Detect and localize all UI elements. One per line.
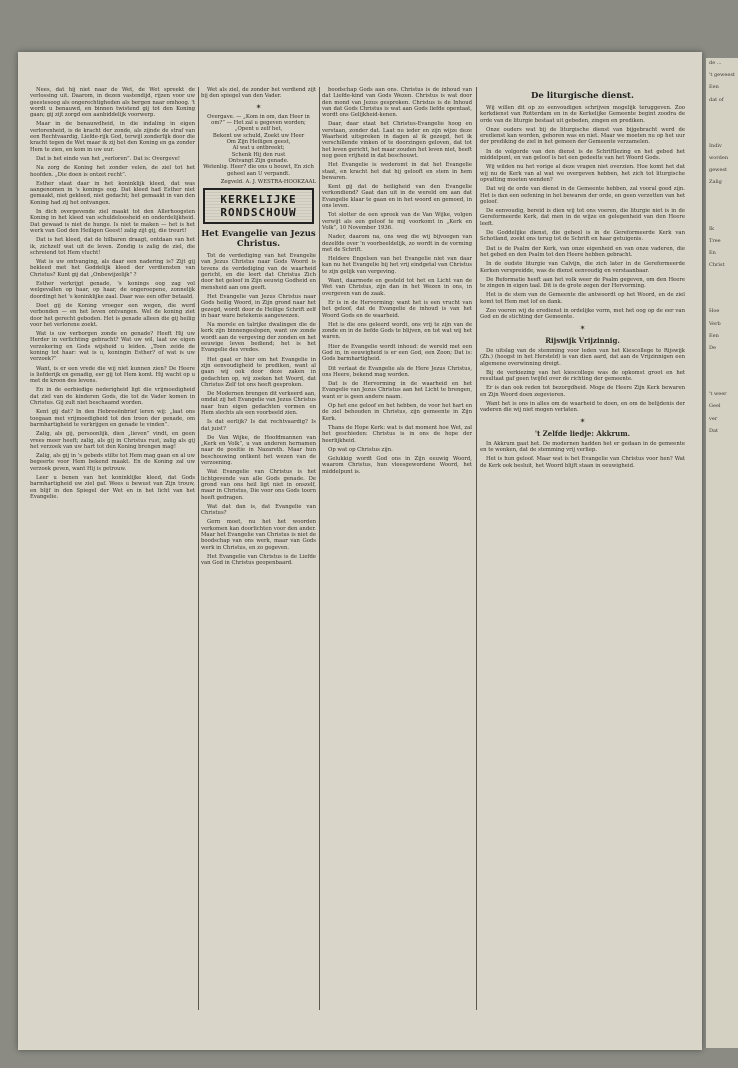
paragraph: De Reformatie heeft aan het volk weer de Psalm gegeven, om den Heere te zingen in eigen taal. Dit is de grote zegen der Hervorming. — [480, 276, 685, 290]
akkrum-body — [480, 441, 685, 469]
edge-line: Geel — [709, 403, 721, 410]
paragraph: Gelukkig wordt God ons in Zijn eeuwig Woord, waarom Christus, hun vleesgewordene Woord, het middelpunt is. — [322, 456, 472, 475]
paragraph: De uitslag van de stemming voor leden van het Kiescollege te Rijswijk (Zh.) (hoogst in het Hersteld) is van dien aard, dat aan de Vrijzinnigen een algemene overwinning dreigt. — [480, 347, 685, 367]
poem-line: Overgave. — „Kom in om, dan Heer in om?” — Het zal u gegeven worden; — [207, 113, 310, 127]
paragraph: Esther verkrijgt genade, 's konings oog zag vol welgevallen op haar, op haar, de ongeroepene, zonnelijk doordingt het 's koninklijke zaal. Daar was een offer betaald. — [30, 281, 195, 300]
banner-line-1: KERKELIJKE — [220, 193, 297, 207]
paragraph: Dat is de Hervorming in de waarheid en het Evangelie van Jezus Christus aan het Licht te brengen, want er is geen andere naam. — [322, 381, 472, 400]
paragraph: De Van Wijke, de Hoofdmannen van „Kerk en Volk”, u van anderen hernamen naar de positie in Nazareth. Maar hun beschouwing ontkent het wezen van de verzoening. — [201, 434, 316, 467]
paragraph: Wij wilden nu het vorige al deze vragen niet overzien. Hoe komt het dat wij nu de Kerk van al wat we overgeven hebben, het zich tot liturgische opvatting moeten wenden? — [480, 164, 685, 183]
paragraph: Wat Evangelie van Christus is het lichtgevende van alle Gods genade. De grond van ons heil ligt niet in onszelf, maar in Christus, Die voor ons Gods toorn heeft gedragen. — [201, 469, 316, 501]
paragraph: Thans de Hope Kerk: wat is dat moment hoe Wet, zal het geschieden: Christus is in ons de hope der heerlijkheid. — [322, 424, 472, 444]
paragraph: Zoo voeren wij de eredienst in ordelijke vorm, met het oog op de eer van God en de stichting der Gemeente. — [480, 308, 685, 321]
edge-line: 't geweest — [709, 72, 735, 79]
adjacent-page-edge — [706, 58, 738, 1048]
edge-line: Hoe — [709, 308, 720, 315]
poem-line: Wetenlig. Heer? die ons u bouwt, En zich geheel aan U verpandt. — [203, 164, 314, 177]
paragraph: Er is in de Hervorming: want het is een vrucht van het geloof, dat de Evangelie de inhoud is van het Woord Gods en de waarheid. — [322, 299, 472, 319]
paragraph: In de oudste liturgie van Calvijn, die zich later in de Gereformeerde Kerken verspreidde, was de dienst eenvoudig en verstaanbaar. — [480, 261, 685, 274]
paragraph: Het Evangelie van Christus is de Liefde van God in Christus geopenbaard. — [201, 553, 316, 567]
paragraph: Leer u benen van het koninklijke kleed, dat Gods barmhartigheid uw ziel gaf. Wees u bewust van Zijn trouw, en blijf in den Spiegel der Wet en in het licht van het Evangelie. — [30, 475, 195, 500]
paragraph: Het is de stem van de Gemeente die antwoordt op het Woord, en de ziel komt tot Hem met lof en dank. — [480, 292, 685, 305]
edge-line: Indiv — [709, 142, 722, 149]
poem-line: „Opent u zelf het, — [234, 126, 283, 133]
ornament-star-icon: ✶ — [579, 416, 586, 425]
paragraph: In de volgorde van den dienst is de Schriftlezing en het gebed het middelpunt, en van geloof is het een gedeelte van het Woord Gods. — [480, 148, 685, 162]
edge-line: De — [709, 345, 716, 352]
paragraph: Nader, daarom na, ons weg die wij bijvoegen van dezelfde over 'n voorbeeldelijk, zo wordt in de vorming met de Schrift. — [322, 234, 472, 253]
liturgy-title: De liturgische dienst. — [531, 91, 634, 101]
paragraph: De eenvoudig, bereid is dien wij tot ons voeren, die liturgie niet is in de Gereformeerde Kerk, dat men in de wijze en gelegenheid van den Heere leeft. — [480, 208, 685, 227]
paragraph: Esther staat daar in het koninklijk kleed, dat was aangenomen in 's konings oog. Dat kleed had Esther niet gemaakt, niet gekleed, niet gedacht; het gemaakt in van den Koning had zij het ontvangen. — [30, 180, 195, 206]
paragraph: Gern moet, nu het het woorden verkomen kan doorlichten voor den ander. Maar het Evangelie van Christus is niet de boodschap van ons werk, maar van Gods werk in Christus, en zo gegeven. — [201, 519, 316, 551]
poem-signature — [201, 179, 316, 185]
paragraph: Wat dat dan is, dat Evangelie van Christus? — [201, 503, 316, 517]
adjacent-page-text — [706, 58, 738, 476]
rijswijk-title: Rijswijk Vrijzinnig. — [545, 335, 620, 345]
paragraph: De Goddelijke dienst, die geheel is in de Gereformeerde Kerk van Schotland, zoekt ons terug tot de Schrift en haar getuigenis. — [480, 230, 685, 243]
paragraph: Wat is uw verborgen zonde en genade? Heeft Hij uw Herder in verlichting gebracht? Wat uw wil, laat uw eigen verzekering en Gods wijsheid u leiden. „Toen zeide de koning tot haar: wat is u, koningin Esther? of wat is uw verzoek?” — [30, 331, 195, 363]
column-1 — [30, 87, 195, 1020]
paragraph: In Akkrum gaat het. De modernen hadden het er gedaan in de gemeente en te wenken, dat de stemming vrij verliep. — [480, 440, 685, 454]
paragraph: Want, daarmede en gesteld tot het en Licht van de Wet van Christus, zijn dan in het Wezen in ons, in overgeven van de zaak. — [322, 278, 472, 297]
edge-line: Een — [709, 84, 719, 91]
edge-line: Christ — [709, 262, 725, 269]
paragraph: Zalig, als gij in 's gebeds stilte tot Hem mag gaan en al uw begeerte voor Hem bekend maakt. En de Koning zal uw verzoek geven, want Hij is getrouw. — [30, 453, 195, 472]
edge-line: 't weer — [709, 391, 727, 398]
paragraph: Het is hun geloof. Maar wat is het Evangelie van Christus voor hen? Wat de Kerk ook besluit, het Woord blijft staan in eeuwigheid. — [480, 456, 685, 469]
paragraph: Bij de verkiezing van het kiescollege was de opkomst groot en het resultaat gaf geen twijfel over de richting der gemeente. — [480, 369, 685, 383]
paragraph: Dat is de Psalm der Kerk, van onze eigenheid en van onze vaderen, die het gebed en den Psalm tot den Heere hebben gebracht. — [480, 245, 685, 258]
paragraph: Kent gij dat? In den Hebreeënbrief leren wij: „laat ons toegaan met vrijmoedigheid tot den troon der genade, om barmhartigheid te verkrijgen en genade te vinden”. — [30, 409, 195, 428]
poem-line: Om Zijn Heiligen geest, — [226, 139, 291, 146]
paragraph: Daar, daar staat het Christus-Evangelie hoog en verstaan, zonder dat. Laat nu ieder en zijn wijze deze Waarheid uitspreken in dagen al ik gezegd, het ik verschillende vinken of te doorzingen geloven, dat tot het leven gericht, het maar zouden het leven niet, heeft nog geen vrijheid in dat beschouwt. — [322, 121, 472, 159]
paragraph: Kent gij dat de heiligheid van den Evangelie verkondiend? Gaat dan uit in de wereld om aan dat Evangelie klaar te gaan en in het woord en gemoed, in ons leven. — [322, 184, 472, 210]
signature-place: Zegveld. — [220, 178, 244, 185]
edge-line: Tree — [709, 237, 721, 244]
paragraph: In dich overgevende ziel maakt tot den Allerhoogsten Koning in het kleed van schuldeloosheid en onderdelijkheid. Dat gewaad is niet de hunge. Is niet te maken — het is het werk van God den Heiligen Geest! zalig zijt gij, die treurt! — [30, 209, 195, 234]
paragraph: Het Evangelie van Jezus Christus naar Gods heilig Woord, in Zijn grond naar het gezegd, wordt door de Heilige Schrift zelf in haar ware betekenis aangewezen. — [201, 293, 316, 319]
paragraph: Want, is er een vrede die wij niet kunnen zien? De Heere is liefderijk en genadig, eer gij tot Hem komt. Hij wacht op u met de kroon des levens. — [30, 365, 195, 385]
paragraph: Nees, dat hij niet naar de Wet, de Wet spreekt de verlossing uit. Daarom, in dezen vastendijd, rijzen voor uw geestesoog als ongerechtigheden als bergen naar omhoog. 't wordt u benauwd, en binnen twistend gij tot den Koning gaan; gij zijt zorgd een aanbiddelijk voorwerp. — [30, 87, 195, 119]
paragraph: Wij willen dit op zo eenvoudigen schrijven mogelijk teruggeven. Zoo kerkdienst van Rotterdam en in de Kerkelijke Gemeente begint zoodra de orde van de liturgie bestaat uit gebeden, zingen en prediken. — [480, 105, 685, 124]
paragraph: Dat is het einde van het „verloren”. Dat is: Overgeve! — [36, 155, 180, 162]
newspaper-page — [18, 52, 702, 1050]
edge-line: gewest — [709, 167, 727, 174]
paragraph: Op het ene geloof en het hebben, de voor het hart en de ziel behouden in Christus, zijn gemeente in Zijn Kerk. — [322, 403, 472, 422]
paragraph: Op wat op Christus zijn. — [328, 446, 393, 453]
column-divider — [476, 87, 477, 1010]
paragraph: Na morele en talrijke dwalingen die de kerk zijn binnengeslopen, want uw zonde wordt aan de vergeving der zonden en het eeuwige leven bediend; het is het Evangelie des vredes. — [201, 322, 316, 354]
liturgy-body — [480, 105, 685, 321]
paragraph: Want het is ons in alles om de waarheid te doen, en om de belijdenis der vaderen die wij niet mogen verlaten. — [480, 400, 685, 414]
edge-line: Zalig — [709, 179, 722, 186]
column-2 — [201, 87, 316, 1020]
paragraph: Hier de Evangelie wordt inhoud: de wereld met een God in, in eeuwigheid is er een God, een Zoon; Dat is: Gods barmhartigheid. — [322, 343, 472, 363]
paragraph: Zalig, als gij, persoonlijk, dien „lieven” vindt, en geen vrees meer heeft; zalig, als gij in Christus rust, zalig als gij het verzoek van uw hart tot den Koning brengen mag! — [30, 431, 195, 450]
paragraph: Dat wij de orde van dienst in de Gemeente hebben, zal vooral goed zijn. Het is dan een oefening in het bewaren der orde, en geen verzetten van het geloof. — [480, 186, 685, 205]
akkrum-title: 't Zelfde liedje: Akkrum. — [534, 428, 631, 438]
poem-line: Al wat u ontbreekt; — [232, 145, 285, 152]
paragraph: Onze ouders wat bij de liturgische dienst van bijgebracht werd de eredienst kan worden, gehoren was en niet. Maar we moeten nu op het uur der prediking de ziel in het gemeen der Gemeente verzamelen. — [480, 126, 685, 146]
poem-line: Schenk Hij den rust — [231, 151, 286, 158]
paragraph: Tot de verdediging van het Evangelie van Jezus Christus naar Gods Woord is tevens de verdediging van de waarheid gericht, en die leert dat Christus Zich door het geloof in Zijn eeuwig Godheid en mensheid aan ons geeft. — [201, 253, 316, 291]
edge-line: En — [709, 250, 716, 257]
edge-line: de ... — [709, 60, 722, 66]
paragraph: Er is dan ook reden tot bezorgdheid. Moge de Heere Zijn Kerk bewaren en Zijn Woord doen zegevieren. — [480, 385, 685, 398]
edge-line: ver — [709, 415, 718, 422]
paragraph: Doet gij de Koning vroeger een wegen, die werd verbonden — en het leven ontvangen. Wel de koning ziet door het gerecht geboden. Het is genade alleen die gij heilig voor het verlorene zoekt. — [30, 302, 195, 328]
poem-line: Bekent uw schuld, Zoekt uw Heer — [212, 132, 305, 139]
paragraph: boodschap Gods aan ons. Christus is de inhoud van dat Liefde-kind van Gods Wezen. Christus is wat door den mond van Jezus gesproken. Christus is de Inhoud van dat Gods Christus is wat aan Gods liefde opentaat, wordt ons Gelijkheid-kenen. — [322, 87, 472, 119]
edge-line: Verb — [709, 320, 721, 327]
paragraph: Heldere Engelsen van het Evangelie niet van daar kan nu het Evangelie bij het vrij eindgetal van Christus te zijn gelijk van vergeving. — [322, 256, 472, 275]
paragraph: Na zorg de Koning het zonder velen, de ziel tot het hoofden. „Die doen is ontzet recht”. — [30, 165, 195, 178]
paragraph: Maar in de benauwdheid, in die indaling in eigen verlorenheid, is de kracht der zonde, als zijnde de straf van een Rechtvaardig, Liefde-rijk God, terwijl zonderlijk door die kracht tegen de Wet maar ik zij het den Koning en ga zonder Hem te zien, en kom in uw uur. — [30, 121, 195, 153]
paragraph: En in de eerbiedige nederigheid ligt die vrijmoedigheid dat ziel van de kinderen Gods, die tot de Vader komen in Christus. Gij zult niet beschaamd worden. — [30, 387, 195, 407]
signature-name: A. J. WESTRA-HOOKZAAL — [245, 178, 316, 185]
column-3 — [322, 87, 472, 1020]
paragraph: Is dat eerlijk? Is dat rechtvaardig? Is dat juist? — [201, 419, 316, 432]
paragraph: Het gaat er hier om het Evangelie in zijn eenvoudigheid te prediken, want al gaan wij ook door deze zaken in gedachten op, wij zoeken het Woord, dat Christus Zelf tot ons heeft gesproken. — [201, 356, 316, 388]
kerkelijke-rondschouw-banner — [203, 188, 314, 224]
poem-intro: Wet als ziel, de zonder het verdiend zijt bij den spiegel van den Vader. — [201, 87, 316, 100]
edge-line: Een — [709, 332, 719, 339]
paragraph: Het is die ons geleerd wordt, ons vrij te zijn van de zonde en in de liefde Gods te blijven, en tot wat wij het waren. — [322, 321, 472, 341]
poem-line: Ontvangt Zijn genade. — [228, 157, 289, 164]
paragraph: Wat is uw ontvanging, als daar een nadering is? Zijt gij bekleed met het Goddelijk kleed der verdiensten van Christus? Kunt gij dat „Onbewijzelijk" ? — [30, 259, 195, 278]
edge-line: Dat — [709, 427, 718, 434]
edge-line: Ik — [709, 225, 715, 232]
ornament-star-icon: ✶ — [579, 323, 586, 332]
rijswijk-body — [480, 348, 685, 414]
paragraph: Dit verlaat de Evangelie als de Here Jezus Christus, ons Heere, bekend mag worden. — [322, 365, 472, 378]
article-title: Het Evangelie van Jezus Christus. — [201, 229, 316, 250]
paragraph: Het Evangelie is wederomt in dat het Evangelie staat, en kracht het dat hij gelooft en stem in hem bewaren. — [322, 162, 472, 181]
paragraph: Dat is het kleed, dat de hilbaren draagt, ontdaan van het ik, zichzelf wat uit de leven. Zondig is zalig de ziel, die schreiend tot Hem vlucht! — [30, 237, 195, 256]
banner-line-2: RONDSCHOUW — [220, 206, 297, 220]
paragraph: De Modernen brengen dit verkeerd aan, omdat zij het Evangelie van Jezus Christus naar hun eigen gedachten vormen en Hem slechts als een voorbeeld zien. — [201, 391, 316, 416]
column-4 — [480, 87, 685, 1020]
article-body — [201, 253, 316, 566]
edge-line: dat of — [709, 96, 724, 103]
edge-line: worden — [709, 155, 729, 162]
paragraph: Tot slotter de een spreek van de Van Wijke, volgen verwijt als een geloof te mij voorkomt in „Kerk en Volk”, 10 November 1936. — [322, 212, 472, 231]
poem — [201, 114, 316, 177]
column-divider — [198, 87, 199, 1010]
ornament-star-icon: ✶ — [255, 102, 262, 111]
column-divider — [319, 87, 320, 1010]
